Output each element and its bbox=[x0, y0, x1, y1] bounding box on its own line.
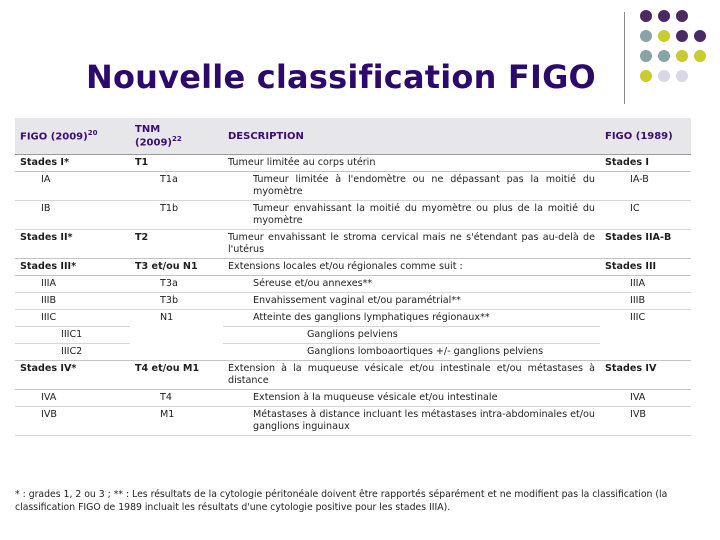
table-row-iiic1 bbox=[15, 327, 691, 344]
decorative-dot bbox=[640, 50, 652, 62]
cell-tnm: T3b bbox=[130, 293, 223, 310]
table-row-iva bbox=[15, 390, 691, 407]
cell-figo: Stades III* bbox=[15, 259, 130, 276]
decorative-dot bbox=[676, 30, 688, 42]
header-figo-1989: FIGO (1989) bbox=[600, 118, 691, 155]
cell-figo-1989: IC bbox=[600, 201, 691, 230]
cell-figo: IIIC2 bbox=[61, 346, 83, 357]
table-row-ia bbox=[15, 172, 691, 201]
decorative-dot-grid bbox=[640, 10, 720, 110]
cell-tnm bbox=[130, 344, 223, 361]
cell-tnm: T3 et/ou N1 bbox=[130, 259, 223, 276]
cell-tnm: T1a bbox=[130, 172, 223, 201]
table-row-iiic bbox=[15, 310, 691, 327]
cell-tnm: T1b bbox=[130, 201, 223, 230]
cell-description: Ganglions pelviens bbox=[223, 327, 600, 344]
decorative-dot bbox=[640, 70, 652, 82]
table-footnote: * : grades 1, 2 ou 3 ; ** : Les résultats de la cytologie péritonéale doivent être rapportés séparément et ne modifient pas la classification (la classification FIGO de 1989 incluait les résultats d'une cytologie positive pour les stades IIIA). bbox=[15, 489, 668, 513]
header-description: DESCRIPTION bbox=[223, 118, 600, 155]
cell-description: Tumeur envahissant le stroma cervical mais ne s'étendant pas au-delà de l'utérus bbox=[223, 230, 600, 259]
cell-tnm: M1 bbox=[130, 407, 223, 436]
decorative-dot bbox=[694, 30, 706, 42]
table-row-stage-iii bbox=[15, 259, 691, 276]
cell-figo: Stades I* bbox=[15, 155, 130, 172]
cell-tnm: T4 et/ou M1 bbox=[130, 361, 223, 390]
cell-description: Métastases à distance incluant les métastases intra-abdominales et/ou ganglions inguinaux bbox=[223, 407, 600, 436]
cell-tnm: N1 bbox=[160, 312, 174, 323]
cell-figo: Stades II* bbox=[15, 230, 130, 259]
cell-figo-1989 bbox=[600, 327, 691, 344]
cell-figo-1989: Stades IV bbox=[600, 361, 691, 390]
title-divider bbox=[624, 12, 625, 104]
decorative-dot bbox=[640, 30, 652, 42]
cell-figo-1989: IVA bbox=[600, 390, 691, 407]
cell-figo-1989: IIIB bbox=[600, 293, 691, 310]
cell-figo: IVA bbox=[15, 390, 130, 407]
cell-description: Ganglions lomboaortiques +/- ganglions pelviens bbox=[307, 346, 544, 357]
decorative-dot bbox=[676, 10, 688, 22]
cell-description: Extensions locales et/ou régionales comme suit : bbox=[223, 259, 600, 276]
cell-figo-1989: IIIA bbox=[600, 276, 691, 293]
cell-description: Tumeur envahissant la moitié du myomètre ou plus de la moitié du myomètre bbox=[223, 201, 600, 230]
decorative-dot bbox=[658, 70, 670, 82]
cell-description: Atteinte des ganglions lymphatiques régionaux** bbox=[223, 310, 600, 327]
table-row-iiic2 bbox=[15, 344, 691, 361]
cell-figo: Stades IV* bbox=[15, 361, 130, 390]
cell-figo-1989: IIIC bbox=[630, 312, 646, 323]
cell-description: Séreuse et/ou annexes** bbox=[223, 276, 600, 293]
decorative-dot bbox=[676, 50, 688, 62]
cell-figo: IIIB bbox=[15, 293, 130, 310]
decorative-dot bbox=[658, 50, 670, 62]
table-header-row bbox=[15, 118, 691, 155]
cell-tnm: T3a bbox=[130, 276, 223, 293]
table-row-ib bbox=[15, 201, 691, 230]
table-row-iiia bbox=[15, 276, 691, 293]
cell-figo-1989: Stades IIA-B bbox=[600, 230, 691, 259]
cell-tnm: T2 bbox=[130, 230, 223, 259]
decorative-dot bbox=[694, 50, 706, 62]
cell-figo: IIIA bbox=[15, 276, 130, 293]
cell-figo: IIIC1 bbox=[15, 327, 130, 344]
cell-figo-1989: IA-B bbox=[600, 172, 691, 201]
cell-figo-1989: IVB bbox=[600, 407, 691, 436]
decorative-dot bbox=[676, 70, 688, 82]
cell-description: Envahissement vaginal et/ou paramétrial** bbox=[223, 293, 600, 310]
slide-title: Nouvelle classification FIGO bbox=[86, 58, 596, 96]
header-tnm-2009: TNM $(2009)^{22}$ bbox=[130, 118, 223, 155]
table-row-stage-iv bbox=[15, 361, 691, 390]
cell-tnm: T4 bbox=[130, 390, 223, 407]
cell-figo: IVB bbox=[15, 407, 130, 436]
cell-description: Tumeur limitée à l'endomètre ou ne dépassant pas la moitié du myomètre bbox=[223, 172, 600, 201]
table-row-ivb bbox=[15, 407, 691, 436]
classification-table-container bbox=[15, 118, 691, 436]
table-row-stage-i bbox=[15, 155, 691, 172]
decorative-dot bbox=[640, 10, 652, 22]
table-row-stage-ii bbox=[15, 230, 691, 259]
cell-description: Extension à la muqueuse vésicale et/ou intestinale et/ou métastases à distance bbox=[223, 361, 600, 390]
cell-description: Extension à la muqueuse vésicale et/ou intestinale bbox=[223, 390, 600, 407]
figo-classification-table bbox=[15, 118, 691, 436]
decorative-dot bbox=[658, 30, 670, 42]
cell-figo-1989: Stades III bbox=[600, 259, 691, 276]
cell-figo: IB bbox=[15, 201, 130, 230]
cell-figo: IIIC bbox=[15, 310, 130, 327]
cell-tnm bbox=[130, 327, 223, 344]
header-figo-2009: FIGO $(2009)^{20}$ bbox=[15, 118, 130, 155]
table-row-iiib bbox=[15, 293, 691, 310]
cell-figo-1989: Stades I bbox=[600, 155, 691, 172]
cell-figo: IA bbox=[15, 172, 130, 201]
cell-figo-1989 bbox=[600, 344, 691, 361]
cell-tnm: T1 bbox=[130, 155, 223, 172]
cell-description: Tumeur limitée au corps utérin bbox=[223, 155, 600, 172]
decorative-dot bbox=[658, 10, 670, 22]
